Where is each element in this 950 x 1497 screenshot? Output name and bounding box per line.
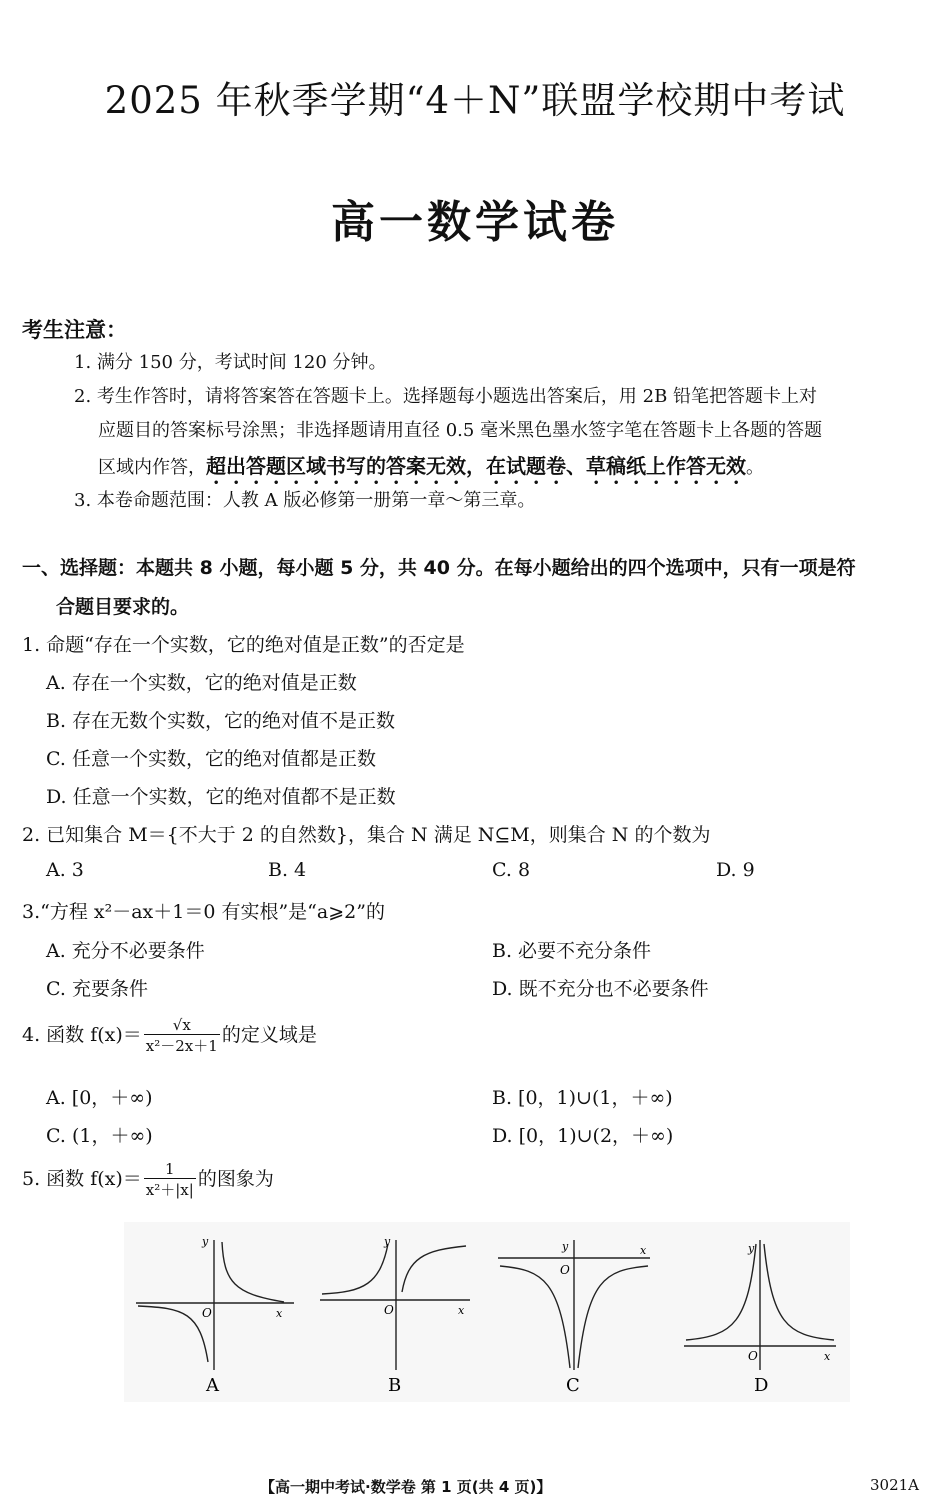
question-5-fraction [144, 1160, 196, 1200]
notice-item-2-line-2: 应题目的答案标号涂黑；非选择题请用直径 0.5 毫米黑色墨水签字笔在答题卡上各题的答题 [98, 420, 823, 441]
graph-c-curve-left [500, 1266, 570, 1368]
question-2-option-c: C. 8 [492, 859, 531, 881]
section-1-heading-line-2: 合题目要求的。 [56, 596, 190, 618]
question-5-denominator: x²＋|x| [145, 1181, 194, 1199]
question-2-option-d: D. 9 [716, 859, 755, 881]
graph-a-label: A [206, 1375, 219, 1396]
question-4-option-d: D. [0，1)∪(2，＋∞) [492, 1125, 674, 1147]
question-3-option-b: B. 必要不充分条件 [492, 940, 652, 962]
question-3-option-a: A. 充分不必要条件 [46, 940, 205, 962]
graph-d-origin: O [748, 1349, 758, 1363]
exam-title: 2025 年秋季学期“4＋N”联盟学校期中考试 [104, 79, 846, 122]
paper-code: 3021A [870, 1476, 920, 1494]
graph-a-x-label: x [276, 1307, 283, 1320]
question-2-option-b: B. 4 [268, 859, 307, 881]
graph-c-origin: O [560, 1263, 570, 1277]
question-4-fraction [144, 1016, 220, 1056]
question-1-stem: 1. 命题“存在一个实数，它的绝对值是正数”的否定是 [22, 634, 465, 656]
graph-a-origin: O [202, 1306, 212, 1320]
graph-d-curve-right [764, 1244, 834, 1340]
graph-b-label: B [388, 1375, 402, 1396]
graph-b-curve-right [402, 1246, 466, 1292]
graph-b-x-label: x [458, 1304, 465, 1317]
question-5-graphs [124, 1222, 850, 1402]
graph-b [320, 1240, 470, 1370]
graph-a-y-label: y [202, 1235, 209, 1248]
question-4-option-c: C. (1，＋∞) [46, 1125, 153, 1147]
graph-b-curve-left [322, 1244, 388, 1294]
notice-emphasis: 超出答题区域书写的答案无效，在试题卷、草稿纸上作答无效 [206, 454, 746, 478]
paper-subtitle: 高一数学试卷 [331, 197, 619, 248]
question-4-stem-suffix: 的定义域是 [221, 1024, 317, 1046]
graph-d-curve-left [686, 1244, 756, 1340]
graph-a [136, 1240, 294, 1370]
graph-d [684, 1240, 836, 1370]
question-2-stem: 2. 已知集合 M＝{不大于 2 的自然数}，集合 N 满足 N⊆M，则集合 N 的个数为 [22, 824, 711, 846]
question-4-option-a: A. [0，＋∞) [46, 1087, 153, 1109]
question-4-option-b: B. [0，1)∪(1，＋∞) [492, 1087, 673, 1109]
notice-item-2-line-1: 2. 考生作答时，请将答案答在答题卡上。选择题每小题选出答案后，用 2B 铅笔把答题卡上对 [74, 386, 818, 407]
notice-item-1: 1. 满分 150 分，考试时间 120 分钟。 [74, 352, 387, 373]
notice-heading: 考生注意： [22, 318, 127, 342]
question-1-option-a: A. 存在一个实数，它的绝对值是正数 [46, 672, 357, 694]
question-4-denominator: x²－2x＋1 [145, 1037, 218, 1055]
graph-c [498, 1240, 650, 1370]
notice-line-3-prefix: 区域内作答， [98, 457, 206, 478]
question-5-stem-prefix: 5. 函数 f(x)＝ [22, 1168, 142, 1190]
graph-c-y-label: y [562, 1240, 569, 1253]
question-1-option-c: C. 任意一个实数，它的绝对值都是正数 [46, 748, 376, 770]
graph-c-x-label: x [640, 1244, 647, 1257]
graph-c-label: C [566, 1375, 580, 1396]
graph-d-x-label: x [824, 1350, 831, 1363]
graph-d-y-label: y [748, 1242, 755, 1255]
question-5-stem [22, 1160, 274, 1200]
question-5-stem-suffix: 的图象为 [197, 1168, 274, 1190]
question-4-numerator: √x [144, 1016, 220, 1035]
question-1-option-d: D. 任意一个实数，它的绝对值都不是正数 [46, 786, 396, 808]
graph-b-y-label: y [384, 1235, 391, 1248]
notice-item-2-line-3 [98, 450, 764, 489]
question-1-option-b: B. 存在无数个实数，它的绝对值不是正数 [46, 710, 396, 732]
graph-c-curve-right [578, 1266, 648, 1368]
section-1-heading-line-1: 一、选择题：本题共 8 小题，每小题 5 分，共 40 分。在每小题给出的四个选项中，只有一项是符 [22, 557, 856, 579]
question-2-option-a: A. 3 [46, 859, 84, 881]
page-footer: 【高一期中考试·数学卷 第 1 页(共 4 页)】 [260, 1478, 552, 1496]
question-5-numerator: 1 [144, 1160, 196, 1179]
notice-line-3-suffix: 。 [746, 457, 764, 478]
graph-b-origin: O [384, 1303, 394, 1317]
graph-a-curve-right [222, 1242, 284, 1302]
question-3-option-c: C. 充要条件 [46, 978, 148, 1000]
graph-d-label: D [754, 1375, 769, 1396]
question-4-stem-prefix: 4. 函数 f(x)＝ [22, 1024, 142, 1046]
question-3-option-d: D. 既不充分也不必要条件 [492, 978, 709, 1000]
notice-item-3: 3. 本卷命题范围：人教 A 版必修第一册第一章～第三章。 [74, 490, 536, 511]
question-3-stem: 3.“方程 x²－ax＋1＝0 有实根”是“a⩾2”的 [22, 901, 385, 923]
graph-a-curve-left [138, 1306, 208, 1362]
question-4-stem [22, 1016, 317, 1056]
